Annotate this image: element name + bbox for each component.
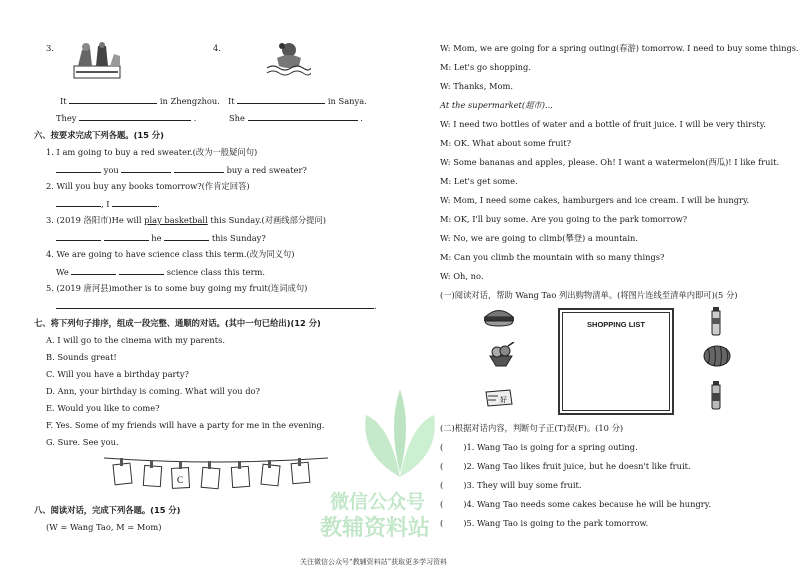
tf-item-5[interactable]: ( )5. Wang Tao is going to the park tomorrow.: [440, 518, 649, 528]
sentence-c: C. Will you have a birthday party?: [46, 369, 189, 379]
question-1: 1. I am going to buy a red sweater.(改为一般疑问句): [46, 147, 258, 157]
item-3-number: 3.: [46, 43, 54, 53]
dialogue-scene: At the supermarket(超市)...: [440, 100, 553, 110]
dialogue-line-7: W: Some bananas and apples, please. Oh! I want a watermelon(西瓜)! I like fruit.: [440, 157, 780, 167]
question-2: 2. Will you buy any books tomorrow?(作肯定回答): [46, 181, 250, 191]
dialogue-line-12: M: Can you climb the mountain with so many things?: [440, 252, 665, 262]
cake-box-icon: [484, 388, 514, 408]
dialogue-line-6: M: OK. What about some fruit?: [440, 138, 572, 148]
section-8-note: (W = Wang Tao, M = Mom): [46, 522, 162, 532]
section-8-title: 八、阅读对话，完成下列各题。(15 分): [34, 505, 181, 515]
dialogue-line-1: W: Mom, we are going for a spring outing(春游) tomorrow. I need to buy some things.: [440, 43, 799, 53]
sentence-d: D. Ann, your birthday is coming. What will you do?: [46, 386, 260, 396]
dialogue-line-10: M: OK, I'll buy some. Are you going to the park tomorrow?: [440, 214, 688, 224]
girl-swimming-illustration: [265, 40, 311, 78]
ice-cream-icon: [486, 342, 516, 368]
sentence-g: G. Sure. See you.: [46, 437, 119, 447]
sentence-e: E. Would you like to come?: [46, 403, 160, 413]
sentence-a: A. I will go to the cinema with my parents.: [46, 335, 225, 345]
answer-1: you buy a red sweater?: [56, 164, 307, 175]
tf-item-3[interactable]: ( )3. They will buy some fruit.: [440, 480, 582, 490]
footer-text: 关注微信公众号“教辅资料站”获取更多学习资料: [300, 558, 448, 566]
watermark-text-2: 教辅资料站: [320, 516, 431, 541]
sentence-b: B. Sounds great!: [46, 352, 117, 362]
section-7-title: 七、将下列句子排序，组成一段完整、通顺的对话。(其中一句已给出)(12 分): [34, 318, 321, 328]
juice-bottle-icon: [708, 380, 724, 410]
water-bottle-icon: [708, 306, 724, 336]
dialogue-line-3: W: Thanks, Mom.: [440, 81, 513, 91]
question-4: 4. We are going to have science class this term.(改为同义句): [46, 249, 295, 259]
part-1-instruction: (一)阅读对话，帮助 Wang Tao 列出购物清单。(将图片连线至清单内即可)(5 分): [440, 290, 738, 300]
tf-item-1[interactable]: ( )1. Wang Tao is going for a spring outing.: [440, 442, 638, 452]
people-picnic-illustration: [72, 42, 124, 80]
shopping-list-box[interactable]: [558, 308, 674, 415]
dialogue-line-5: W: I need two bottles of water and a bottle of fruit juice. I will be very thirsty.: [440, 119, 766, 129]
answer-4: We science class this term.: [56, 267, 266, 277]
answer-line-3a: It in Zhengzhou.: [60, 96, 220, 106]
hamburger-icon: [482, 306, 516, 328]
question-5: 5. (2019 唐河县)mother is to some buy going my fruit(连词成句): [46, 283, 308, 293]
tf-item-4[interactable]: ( )4. Wang Tao needs some cakes because he will be hungry.: [440, 499, 711, 509]
sentence-f: F. Yes. Some of my friends will have a party for me in the evening.: [46, 420, 325, 430]
answer-line-4b: She .: [229, 113, 363, 123]
dialogue-line-9: W: Mom, I need some cakes, hamburgers and ice cream. I will be hungry.: [440, 195, 750, 205]
dialogue-line-11: W: No, we are going to climb(攀登) a mountain.: [440, 233, 638, 243]
answer-2: , I .: [56, 198, 160, 209]
item-4-number: 4.: [213, 43, 221, 53]
question-3: 3. (2019 洛阳市)He will play basketball this Sunday.(对画线部分提问): [46, 215, 327, 225]
part-2-instruction: (二)根据对话内容，判断句子正(T)误(F)。(10 分): [440, 423, 624, 433]
shopping-list-title: SHOPPING LIST: [587, 320, 645, 329]
tf-item-2[interactable]: ( )2. Wang Tao likes fruit juice, but he doesn't like fruit.: [440, 461, 691, 471]
hanging-cards-clothesline: [102, 452, 330, 502]
watermark-leaf-logo: [330, 385, 470, 480]
watermelon-icon: [702, 344, 732, 368]
svg-text:好: 好: [500, 396, 507, 404]
answer-line-3b: They .: [56, 113, 197, 123]
dialogue-line-13: W: Oh, no.: [440, 271, 484, 281]
answer-line-4a: It in Sanya.: [228, 96, 367, 106]
given-card-letter: C: [177, 475, 184, 485]
answer-5: .: [56, 300, 377, 311]
answer-3: he this Sunday?: [56, 232, 266, 243]
dialogue-line-8: M: Let's get some.: [440, 176, 518, 186]
dialogue-line-2: M: Let's go shopping.: [440, 62, 531, 72]
watermark-text-1: 微信公众号: [330, 491, 426, 513]
section-6-title: 六、按要求完成下列各题。(15 分): [34, 130, 164, 140]
